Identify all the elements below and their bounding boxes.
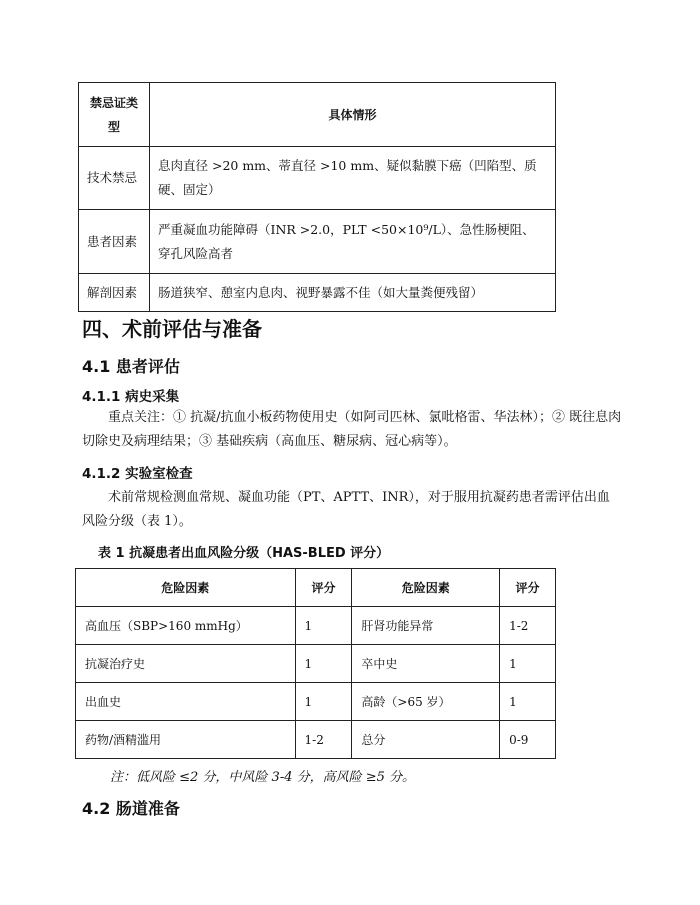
risk-factor-cell: 卒中史 <box>352 645 500 683</box>
subsection-4-2-title: 4.2 肠道准备 <box>82 799 180 818</box>
detail-cell: 严重凝血功能障碍（INR >2.0，PLT <50×10⁹/L）、急性肠梗阻、穿孔风险高者 <box>150 210 556 274</box>
header-cell: 危险因素 <box>76 569 296 607</box>
history-paragraph: 重点关注：① 抗凝/抗血小板药物使用史（如阿司匹林、氯吡格雷、华法林）；② 既往息肉切除史及病理结果；③ 基础疾病（高血压、糖尿病、冠心病等）。 <box>82 410 622 449</box>
table-caption: 表 1 抗凝患者出血风险分级（HAS-BLED 评分） <box>98 546 390 561</box>
score-cell: 1-2 <box>295 721 352 759</box>
risk-factor-cell: 高龄（>65 岁） <box>352 683 500 721</box>
score-cell: 1 <box>295 607 352 645</box>
header-cell: 评分 <box>295 569 352 607</box>
header-detail: 具体情形 <box>150 83 556 147</box>
score-cell: 0-9 <box>500 721 556 759</box>
table-note: 注：低风险 ≤2 分，中风险 3-4 分，高风险 ≥5 分。 <box>110 770 416 785</box>
score-cell: 1 <box>295 645 352 683</box>
type-cell: 解剖因素 <box>79 274 150 312</box>
header-cell: 评分 <box>500 569 556 607</box>
risk-factor-cell: 肝肾功能异常 <box>352 607 500 645</box>
score-cell: 1 <box>295 683 352 721</box>
subsection-4-1-2-title: 4.1.2 实验室检查 <box>82 466 193 482</box>
type-cell: 患者因素 <box>79 210 150 274</box>
risk-factor-cell: 药物/酒精滥用 <box>76 721 296 759</box>
type-cell: 技术禁忌 <box>79 147 150 210</box>
subsection-4-1-1-title: 4.1.1 病史采集 <box>82 389 180 405</box>
score-cell: 1 <box>500 683 556 721</box>
header-cell: 危险因素 <box>352 569 500 607</box>
detail-cell: 息肉直径 >20 mm、蒂直径 >10 mm、疑似黏膜下癌（凹陷型、质硬、固定） <box>150 147 556 210</box>
header-type: 禁忌证类型 <box>79 83 150 147</box>
risk-factor-cell: 出血史 <box>76 683 296 721</box>
contraindication-table <box>78 82 556 312</box>
risk-table <box>75 568 556 759</box>
subsection-4-1-title: 4.1 患者评估 <box>82 357 180 376</box>
lab-paragraph: 术前常规检测血常规、凝血功能（PT、APTT、INR），对于服用抗凝药患者需评估出血风险分级（表 1）。 <box>82 490 610 529</box>
section-title: 四、术前评估与准备 <box>82 317 262 341</box>
risk-factor-cell: 抗凝治疗史 <box>76 645 296 683</box>
risk-factor-cell: 高血压（SBP>160 mmHg） <box>76 607 296 645</box>
detail-cell: 肠道狭窄、憩室内息肉、视野暴露不佳（如大量粪便残留） <box>150 274 556 312</box>
score-cell: 1 <box>500 645 556 683</box>
score-cell: 1-2 <box>500 607 556 645</box>
risk-factor-cell: 总分 <box>352 721 500 759</box>
